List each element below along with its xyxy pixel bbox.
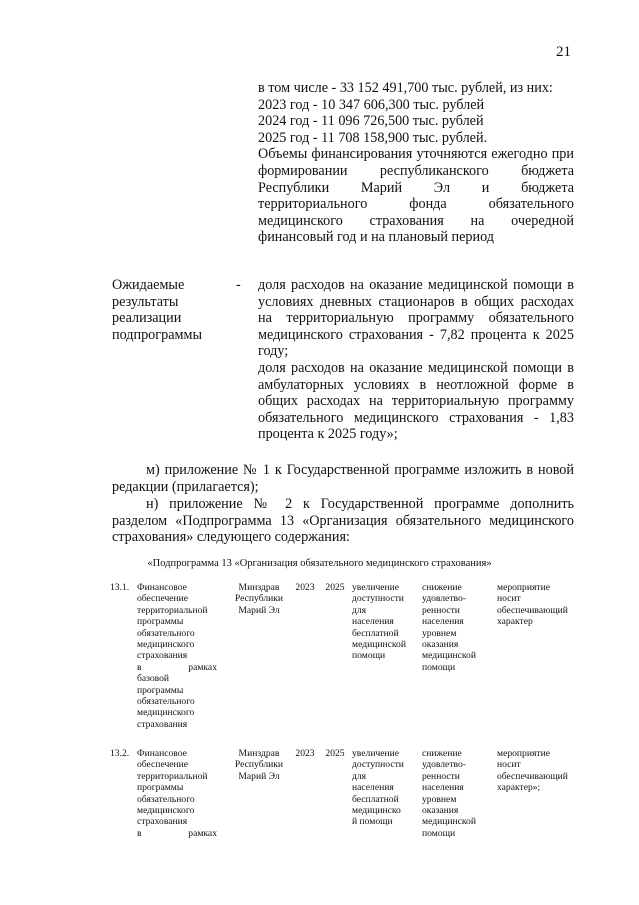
financing-line: 2025 год - 11 708 158,900 тыс. рублей.: [258, 129, 488, 146]
cell-line: Финансовое: [137, 582, 187, 593]
cell-line: медицинского: [137, 707, 195, 719]
cell-line: медицинского: [137, 639, 195, 651]
cell-line: страхования: [137, 816, 188, 828]
results-text: [258, 277, 574, 443]
cell-line: Минздрав: [238, 748, 280, 759]
cell-line: программы: [137, 616, 184, 628]
financing-note: Объемы финансирования уточняются ежегодно при формировании республиканского бюджета Республики Марий Эл и бюджета территориального фонда обязательного медицинского страхования на очередной финансовый год и на плановый период: [258, 146, 574, 246]
cell-line: для: [352, 770, 367, 782]
cell-line: характер»;: [497, 782, 541, 794]
cell-line: обязательного: [137, 627, 195, 639]
cell-line: обеспечение: [137, 759, 189, 771]
cell-line: в рамках: [137, 827, 217, 839]
cell-line: характер: [497, 616, 533, 628]
result-item: доля расходов на оказание медицинской помощи в амбулаторных условиях в неотложной форме в общих расходах на территориальную программу обязательного медицинского страхования - 1,83 процента к 2025 году»;: [258, 359, 574, 443]
cell-line: территориальной: [137, 604, 208, 616]
cell-line: ренности: [422, 770, 460, 782]
indicator: [422, 748, 492, 839]
cell-line: бесплатной: [352, 627, 399, 639]
amendment-m: м) приложение № 1 к Государственной программе изложить в новой редакции (прилагается);: [112, 462, 574, 495]
cell-line: населения: [352, 782, 394, 794]
cell-line: Республики: [234, 593, 284, 605]
cell-line: доступности: [352, 593, 404, 605]
cell-line: медицинской: [422, 650, 476, 662]
cell-line: увеличение: [352, 582, 400, 593]
cell-line: уровнем: [422, 627, 457, 639]
amendment-n: н) приложение № 2 к Государственной программе дополнить разделом «Подпрограмма 13 «Организация обязательного медицинского страхования» следующего содержания:: [112, 496, 574, 546]
cell-line: медицинского: [137, 805, 195, 817]
cell-line: обязательного: [137, 793, 195, 805]
cell-line: удовлетво-: [422, 759, 466, 771]
cell-line: ренности: [422, 604, 460, 616]
cell-line: обеспечивающий: [497, 770, 568, 782]
cell-line: страхования: [137, 650, 188, 662]
executor: [228, 748, 290, 782]
subprogram-title: «Подпрограмма 13 «Организация обязательного медицинского страхования»: [147, 558, 492, 569]
cell-line: носит: [497, 593, 521, 605]
cell-line: в рамках: [137, 661, 217, 673]
cell-line: мероприятие: [497, 748, 550, 759]
cell-line: снижение: [422, 582, 462, 593]
cell-line: носит: [497, 759, 521, 771]
cell-line: Республики: [234, 759, 284, 771]
page-number: 21: [556, 44, 571, 60]
cell-line: помощи: [422, 827, 456, 839]
cell-line: обеспечивающий: [497, 604, 568, 616]
year-end: 2025: [325, 748, 345, 759]
cell-line: Финансовое: [137, 748, 187, 759]
cell-line: увеличение: [352, 748, 400, 759]
financing-line: 2023 год - 10 347 606,300 тыс. рублей: [258, 96, 485, 113]
financing-block: [258, 80, 574, 246]
cell-line: медицинско: [352, 805, 401, 817]
cell-line: Марий Эл: [238, 604, 280, 616]
results-label: Ожидаемые результаты реализации подпрограммы: [112, 277, 202, 343]
cell-line: Марий Эл: [238, 770, 280, 782]
cell-line: Минздрав: [238, 582, 280, 593]
note: [497, 582, 577, 628]
cell-line: медицинской: [422, 816, 476, 828]
cell-line: территориальной: [137, 770, 208, 782]
year-end: 2025: [325, 582, 345, 593]
cell-line: страхования: [137, 718, 188, 730]
cell-line: населения: [352, 616, 394, 628]
cell-line: оказания: [422, 639, 459, 651]
result-item: доля расходов на оказание медицинской помощи в условиях дневных стационаров в общих расходах на территориальную программу обязательного медицинского страхования - 7,82 процента к 2025 году;: [258, 277, 574, 360]
cell-line: программы: [137, 684, 184, 696]
row-number: 13.2.: [110, 748, 130, 759]
cell-line: бесплатной: [352, 793, 399, 805]
expected-result: [352, 582, 418, 662]
financing-line: 2024 год - 11 096 726,500 тыс. рублей: [258, 113, 484, 130]
executor: [228, 582, 290, 616]
cell-line: мероприятие: [497, 582, 550, 593]
cell-line: базовой: [137, 673, 170, 685]
indicator: [422, 582, 492, 673]
cell-line: обеспечение: [137, 593, 189, 605]
cell-line: доступности: [352, 759, 404, 771]
cell-line: населения: [422, 616, 464, 628]
activity-name: [137, 582, 217, 730]
cell-line: уровнем: [422, 793, 457, 805]
year-start: 2023: [295, 748, 315, 759]
financing-line: в том числе - 33 152 491,700 тыс. рублей, из них:: [258, 80, 553, 96]
expected-result: [352, 748, 418, 828]
activity-name: [137, 748, 217, 839]
cell-line: для: [352, 604, 367, 616]
cell-line: помощи: [422, 661, 456, 673]
cell-line: оказания: [422, 805, 459, 817]
cell-line: медицинской: [352, 639, 406, 651]
cell-line: помощи: [352, 650, 386, 662]
year-start: 2023: [295, 582, 315, 593]
cell-line: населения: [422, 782, 464, 794]
results-dash: -: [236, 277, 241, 293]
cell-line: удовлетво-: [422, 593, 466, 605]
cell-line: й помощи: [352, 816, 393, 828]
cell-line: программы: [137, 782, 184, 794]
cell-line: снижение: [422, 748, 462, 759]
cell-line: обязательного: [137, 696, 195, 708]
row-number: 13.1.: [110, 582, 130, 593]
note: [497, 748, 577, 794]
